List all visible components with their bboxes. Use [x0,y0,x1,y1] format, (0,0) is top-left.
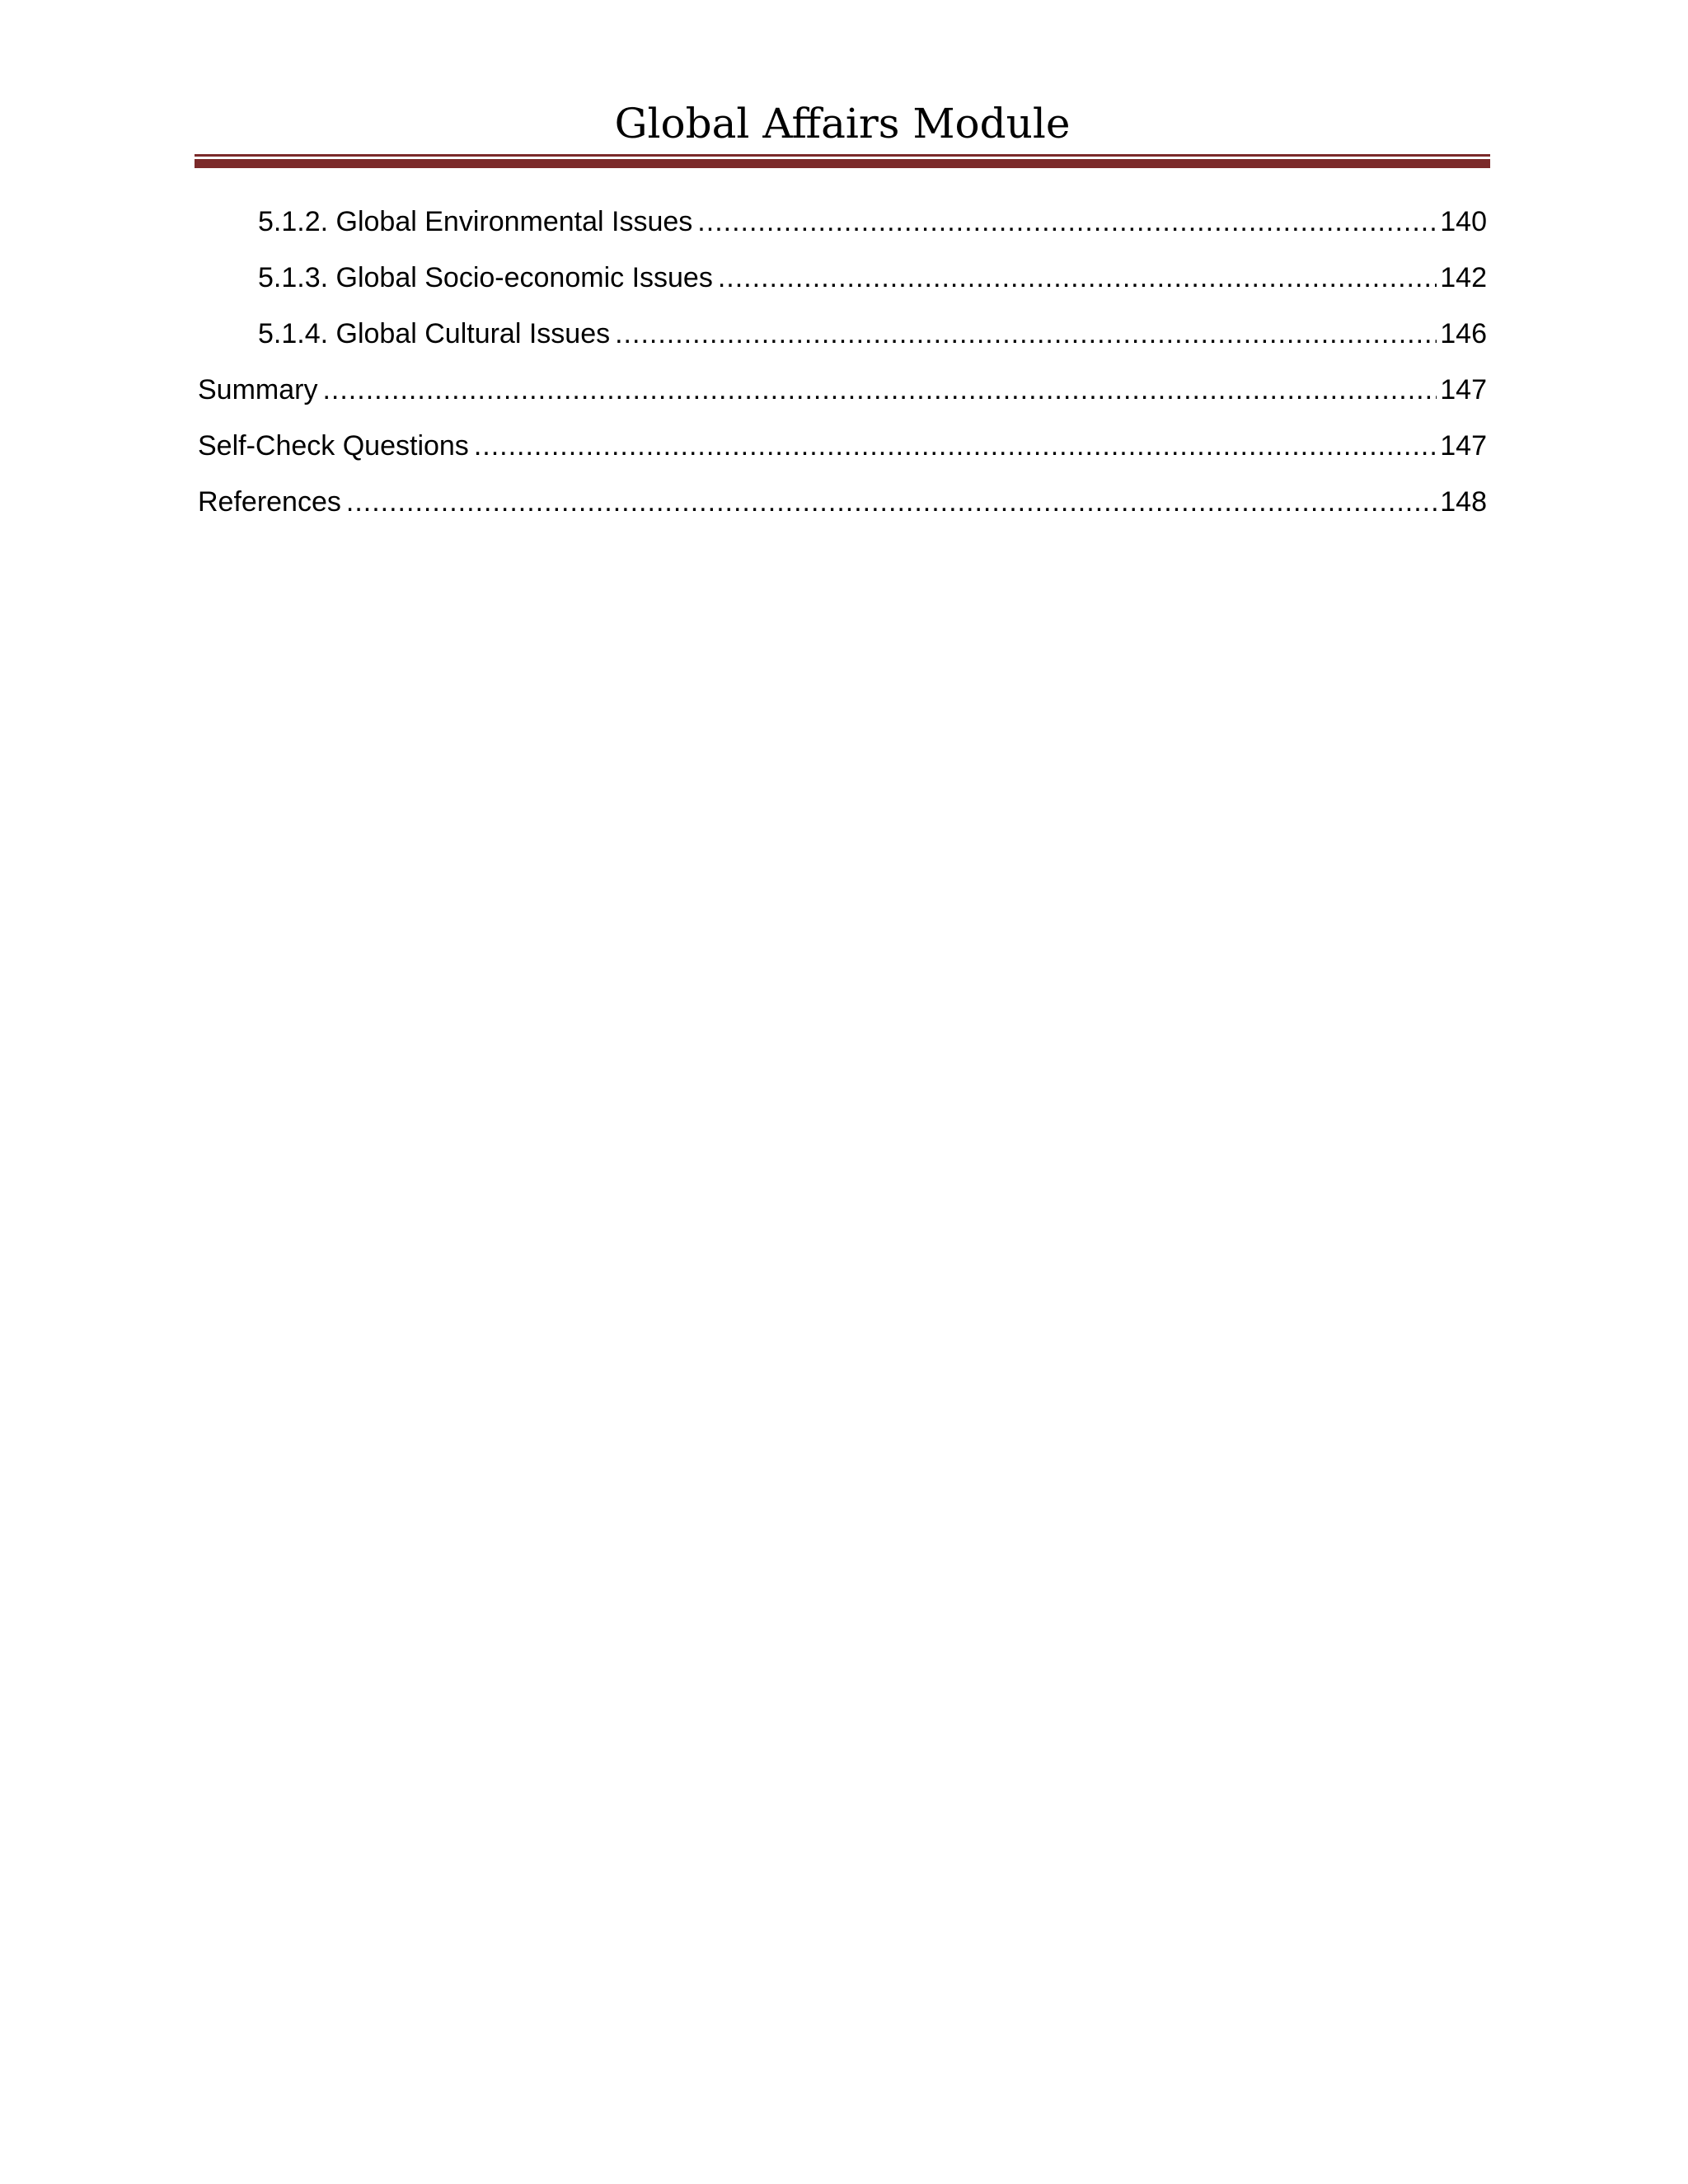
toc-dot-leader [718,256,1437,299]
toc-entry-label: 5.1.3. Global Socio-economic Issues [258,262,713,293]
toc-page-number: 148 [1440,486,1487,518]
toc-entry[interactable] [198,200,1487,256]
toc-page-number: 147 [1440,374,1487,405]
toc-page-number: 147 [1440,430,1487,462]
toc-entry[interactable] [198,312,1487,368]
toc-entry[interactable] [198,368,1487,424]
page-header [195,97,1490,150]
toc-dot-leader [322,368,1437,411]
toc-entry[interactable] [198,256,1487,312]
toc-entry-label: Self-Check Questions [198,430,469,462]
toc-page-number: 146 [1440,318,1487,349]
toc-entry-label: Summary [198,374,318,405]
toc-dot-leader [615,312,1437,355]
toc-dot-leader [474,424,1437,467]
toc-entry[interactable] [198,480,1487,537]
toc-dot-leader [346,480,1437,523]
header-rule-thin [195,154,1490,157]
toc-entry[interactable] [198,424,1487,480]
header-rule-thick [195,159,1490,168]
toc-page-number: 140 [1440,206,1487,237]
toc-entry-label: References [198,486,341,518]
toc-page-number: 142 [1440,262,1487,293]
toc-entry-label: 5.1.4. Global Cultural Issues [258,318,611,349]
table-of-contents [198,200,1487,537]
toc-entry-label: 5.1.2. Global Environmental Issues [258,206,693,237]
toc-dot-leader [697,200,1437,243]
header-title: Global Affairs Module [614,100,1071,148]
